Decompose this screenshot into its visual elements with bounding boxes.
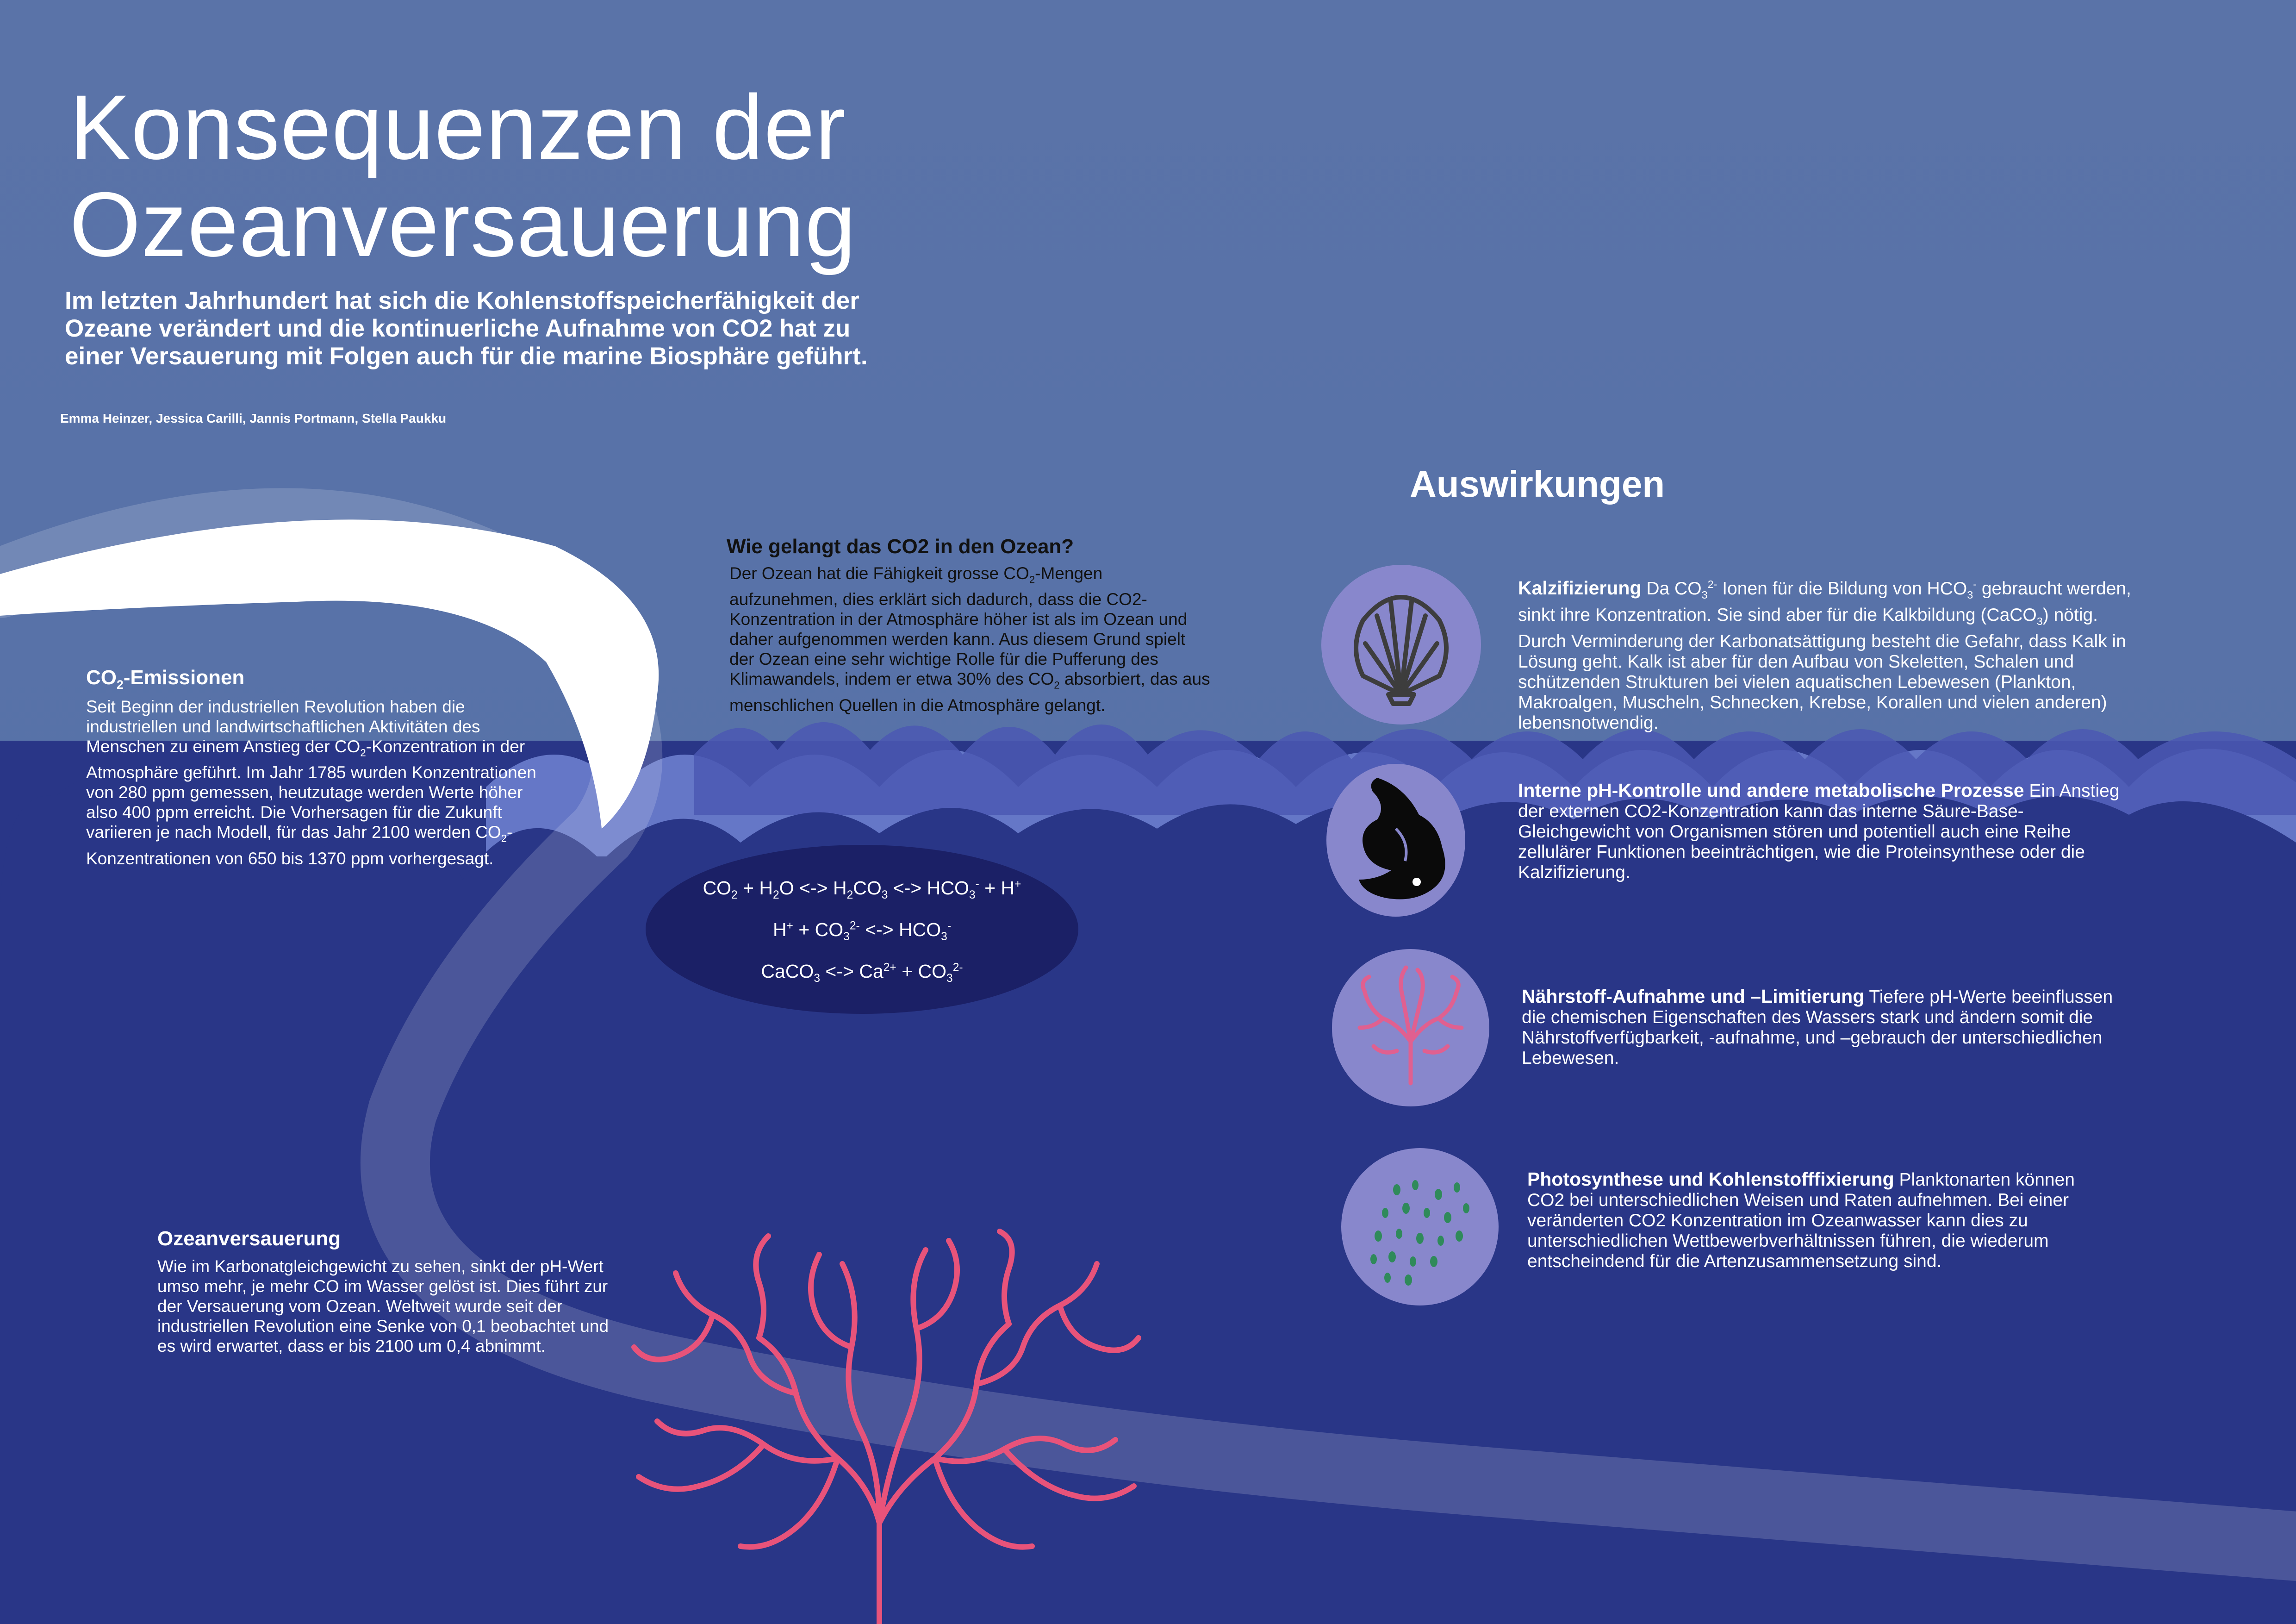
effect-photosynthesis: Photosynthese und Kohlenstofffixierung Planktonarten können CO2 bei unterschiedlichen Weisen und Raten aufnehmen. Bei einer veränderten CO2 Konzentration im Ozeanwasser kann dies zu unterschiedlichen Wettbewerbverhältnissen führen, die wiederum entscheindend für die Artenzusammensetzung sind. — [1527, 1168, 2075, 1271]
equation-2: $H^+ + CO_3^{2-}$ <-> $HCO_3^-$ — [772, 919, 952, 943]
equation-3: CaCO$_3$ <-> $Ca^{2+} + CO_3^{2-}$ — [761, 961, 963, 985]
coral-illustration — [620, 1227, 1152, 1624]
title-line-1: Konsequenzen der — [69, 76, 846, 178]
plankton-icon-circle — [1341, 1148, 1499, 1305]
equation-1: $CO_2 + H_2O$ <-> $H_2CO_3$ <-> $HCO_3^- + H^+$ — [703, 877, 1021, 902]
page-title — [69, 76, 857, 275]
ocean-uptake-heading: Wie gelangt das CO2 in den Ozean? — [727, 535, 1074, 558]
title-line-2: Ozeanversauerung — [69, 173, 857, 275]
co2-emissions-body: Seit Beginn der industriellen Revolution haben die industriellen und landwirtschaftlichen Aktivitäten des Menschen zu einem Anstieg der $CO_2$-Konzentration in der Atmosphäre geführt. Im Jahr 1785 wurden Konzentrationen von 280 ppm gemessen, heutzutage werden Werte höher also 400 ppm erreicht. Die Vorhersagen für die Zukunft variieren je nach Modell, für das Jahr 2100 werden $CO_2$-Konzentrationen von 650 bis 1370 ppm vorhergesagt. — [86, 697, 536, 868]
ocean-uptake-section — [727, 535, 1213, 715]
co2-emissions-section — [86, 666, 540, 868]
ocean-uptake-body: Der Ozean hat die Fähigkeit grosse $CO_2$-Mengen aufzunehmen, dies erklärt sich dadurch, dass die CO2-Konzentration in der Atmosphäre höher ist als im Ozean und daher aufgenommen werden kann. Aus diesem Grund spielt der Ozean eine sehr wichtige Rolle für die Pufferung des Klimawandels, indem er etwa 30% des $CO_2$ absorbiert, das aus menschlichen Quellen in die Atmosphäre gelangt. — [729, 564, 1210, 715]
effects-heading: Auswirkungen — [1410, 463, 1665, 505]
intro-text: Im letzten Jahrhundert hat sich die Kohlenstoffspeicherfähigkeit der Ozeane verändert und die kontinuerliche Aufnahme von CO2 hat zu einer Versauerung mit Folgen auch für die marine Biosphäre geführt. — [65, 287, 868, 370]
effect-ph-control: Interne pH-Kontrolle und andere metabolische Prozesse Ein Anstieg der externen CO2-Konzentration kann das interne Säure-Base-Gleichgewicht von Organismen stören und potentiell auch eine Reihe zellulärer Funktionen beeinträchtigen, wie die Proteinsynthese oder die Kalzifizierung. — [1518, 780, 2120, 882]
sea-slug-icon — [1326, 764, 1465, 917]
coral-icon — [1332, 949, 1489, 1106]
effect-nutrients: Nährstoff-Aufnahme und –Limitierung Tiefere pH-Werte beeinflussen die chemischen Eigenschaften des Wassers stark und ändern somit die Nährstoffverfügbarkeit, -aufnahme, und –gebrauch der unterschiedlichen Lebewesen. — [1522, 986, 2113, 1068]
shell-icon — [1321, 565, 1481, 725]
shell-icon-circle — [1321, 565, 1481, 725]
co2-emissions-heading: $CO_2$-Emissionen — [86, 666, 245, 692]
plankton-icon — [1341, 1148, 1499, 1305]
acidification-heading: Ozeanversauerung — [157, 1227, 341, 1250]
coral-icon-circle — [1332, 949, 1489, 1106]
sea-slug-icon-circle — [1326, 764, 1465, 917]
acidification-section — [157, 1227, 620, 1356]
effect-calcification: Kalzifizierung Da $CO_3^{2-}$ Ionen für die Bildung von $HCO_3^-$ gebraucht werden, sinkt ihre Konzentration. Sie sind aber für die Kalkbildung (CaCO$_3$) nötig. Durch Verminderung der Karbonatsättigung besteht die Gefahr, dass Kalk in Lösung geht. Kalk ist aber für den Aufbau von Skeletten, Schalen und schützenden Strukturen bei vielen aquatischen Lebewesen (Plankton, Makroalgen, Muscheln, Schnecken, Krebse, Korallen und vielen anderen) lebensnotwendig. — [1518, 577, 2131, 733]
authors: Emma Heinzer, Jessica Carilli, Jannis Portmann, Stella Paukku — [60, 411, 447, 425]
acidification-body: Wie im Karbonatgleichgewicht zu sehen, sinkt der pH-Wert umso mehr, je mehr CO im Wasser gelöst ist. Dies führt zur der Versauerung vom Ozean. Weltweit wurde seit der industriellen Revolution eine Senke von 0,1 beobachtet und es wird erwartet, dass er bis 2100 um 0,4 abnimmt. — [157, 1257, 609, 1355]
